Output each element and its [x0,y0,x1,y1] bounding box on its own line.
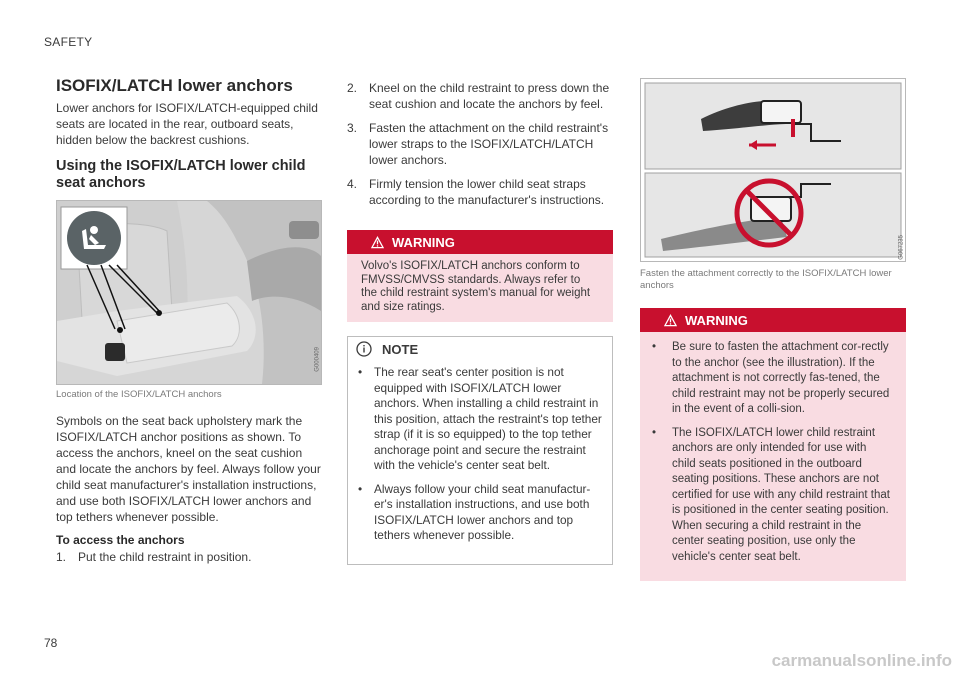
warning-label: WARNING [685,312,748,328]
subtitle: Using the ISOFIX/LATCH lower child seat anchors [56,158,306,191]
warning-label: WARNING [392,234,455,250]
intro-paragraph: Lower anchors for ISOFIX/LATCH-equipped child seats are located in the rear, outboard seats, hidden below the backrest cushions. [56,101,318,147]
warning-body [640,332,906,581]
section-label: SAFETY [44,35,93,49]
step-list [347,80,613,208]
body-paragraph: Symbols on the seat back upholstery mark the ISOFIX/LATCH anchor positions as shown. To access the anchors, kneel on the seat cushion and locate the anchors by feel. Always follow your child seat manufacturer's installation instructions, and use both ISOFIX/LATCH lower anchors and top tethers whenever possible. [56,414,321,524]
warning-box [640,308,906,581]
figure-caption: Fasten the attachment correctly to the ISOFIX/LATCH lower anchors [640,268,892,291]
list-item: • Be sure to fasten the attachment cor-rectly to the anchor (see the illustration). If the attachment is not correctly fas-tened, the child restraint may not be properly secured in the event of a colli-sion. [652,341,890,415]
note-box [347,336,613,565]
info-icon [356,341,372,357]
step-item: 2. Kneel on the child restraint to press down the seat cushion and locate the anchors by feel. [347,81,610,111]
step-list-start [56,549,322,565]
figure-code: G000409 [315,347,321,372]
column-3 [640,78,906,581]
attachment-illustration [641,79,905,261]
figure-caption: Location of the ISOFIX/LATCH anchors [56,389,222,400]
warning-text: Volvo's ISOFIX/LATCH anchors conform to FMVSS/CMVSS standards. Always refer to the child restraint system's manual for weight and size ratings. [347,254,613,322]
anchor-location-figure [56,200,322,385]
list-item: • The rear seat's center position is not equipped with ISOFIX/LATCH lower anchors. When installing a child restraint in this position, attach the restraint's top tether strap (if it is so equipped) to the top tether anchorage point and secure the restraint with the vehicle's center seat belt. [358,365,602,472]
attachment-figure [640,78,906,262]
step-item: 4. Firmly tension the lower child seat straps according to the manufacturer's instructions. [347,177,605,207]
warning-triangle-icon [664,314,677,327]
watermark: carmanualsonline.info [771,651,952,670]
warning-header [640,308,906,332]
warning-list [652,340,892,565]
step-item: 3. Fasten the attachment on the child restraint's lower straps to the ISOFIX/LATCH/LATCH lower anchors. [347,121,609,167]
list-item: • The ISOFIX/LATCH lower child restraint anchors are only intended for use with child seats positioned in the outboard seating positions. These anchors are not certified for use with any child restraint that is positioned in the center seating position. When securing a child restraint in the center seating position, use only the vehicle's center seat belt. [652,426,890,563]
column-1 [56,76,322,573]
seat-illustration [57,201,321,384]
note-list [358,365,602,544]
page-number: 78 [44,636,58,650]
column-2 [347,80,613,565]
warning-box [347,230,613,322]
warning-header [347,230,613,254]
warning-triangle-icon [371,236,384,249]
figure-code: G067235 [899,235,905,260]
note-header [348,337,612,361]
step-item: 1. Put the child restraint in position. [56,550,252,564]
access-heading: To access the anchors [56,533,185,547]
page-title: ISOFIX/LATCH lower anchors [56,76,293,95]
note-label: NOTE [382,341,419,357]
list-item: • Always follow your child seat manufactur-er's installation instructions, and use both ISOFIX/LATCH lower anchors and top tethers whenever possible. [358,481,591,542]
